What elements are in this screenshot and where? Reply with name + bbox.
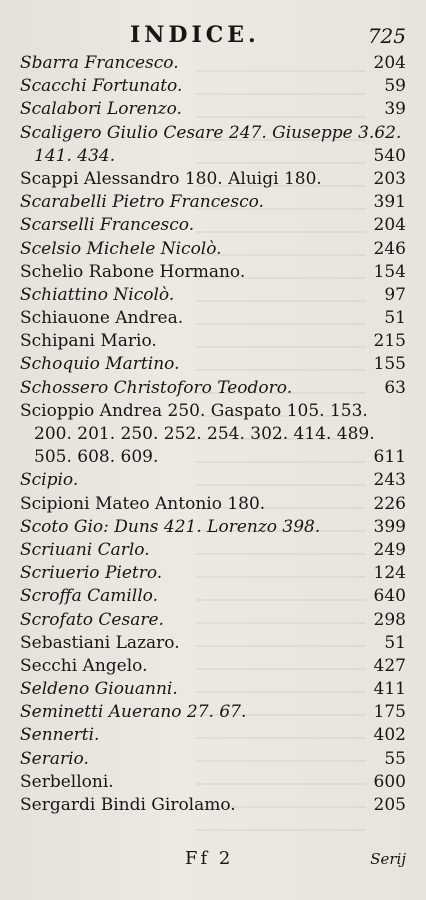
- entry-name: Schossero Christoforo Teodoro.: [20, 377, 293, 398]
- page-title: INDICE.: [130, 22, 260, 48]
- index-entry: [20, 562, 406, 585]
- entry-page-number: 391: [373, 192, 406, 213]
- entry-page-number: 63: [384, 377, 406, 398]
- entry-page-number: 215: [373, 331, 406, 352]
- entry-page-number: 298: [373, 609, 406, 630]
- index-entry: [20, 261, 406, 284]
- entry-page-number: 175: [373, 702, 406, 723]
- entry-page-number: 204: [373, 215, 406, 236]
- index-entry: [20, 678, 406, 701]
- entry-name: Seldeno Giouanni.: [20, 679, 178, 700]
- catchword: Serij: [370, 850, 406, 868]
- entry-name: Schipani Mario.: [20, 331, 157, 352]
- entry-name: Scarabelli Pietro Francesco.: [20, 192, 264, 213]
- index-entry: [20, 493, 406, 516]
- index-entry: [20, 423, 406, 446]
- entry-name: Schoquio Martino.: [20, 354, 180, 375]
- index-entry: [20, 400, 406, 423]
- index-entry: [20, 724, 406, 747]
- index-entry: [20, 52, 406, 75]
- index-entry: [20, 122, 406, 145]
- index-entry: [20, 701, 406, 724]
- index-entry: [20, 609, 406, 632]
- entry-page-number: 427: [373, 655, 406, 676]
- entry-name: Schiattino Nicolò.: [20, 284, 175, 305]
- entry-name: Scriuani Carlo.: [20, 539, 150, 560]
- entry-page-number: 399: [373, 516, 406, 537]
- index-entry: [20, 98, 406, 121]
- index-entry: [20, 516, 406, 539]
- entry-continuation: 505. 608. 609.: [34, 447, 159, 468]
- index-entry: [20, 655, 406, 678]
- page-number: 725: [367, 24, 406, 48]
- entry-name: Scipioni Mateo Antonio 180.: [20, 493, 266, 514]
- entry-page-number: 51: [384, 308, 406, 329]
- index-entry: [20, 238, 406, 261]
- entry-name: Serbelloni.: [20, 771, 114, 792]
- entry-page-number: 51: [384, 632, 406, 653]
- entry-page-number: 402: [373, 725, 406, 746]
- entry-name: Scroffa Camillo.: [20, 586, 159, 607]
- index-entry: [20, 585, 406, 608]
- index-entry: [20, 794, 406, 817]
- index-entry: [20, 632, 406, 655]
- entry-page-number: 205: [373, 795, 406, 815]
- entry-name: Sebastiani Lazaro.: [20, 632, 180, 653]
- entry-page-number: 124: [373, 563, 406, 584]
- entry-page-number: 59: [384, 76, 406, 97]
- entry-name: Scaligero Giulio Cesare 247. Giuseppe 3.62.: [20, 122, 402, 143]
- entry-page-number: 155: [373, 354, 406, 375]
- entry-name: Sennerti.: [20, 725, 100, 746]
- entry-page-number: 611: [373, 447, 406, 468]
- entry-name: Scacchi Fortunato.: [20, 76, 183, 97]
- entry-page-number: 600: [373, 771, 406, 792]
- entry-page-number: 249: [373, 539, 406, 560]
- entry-name: Scipio.: [20, 470, 79, 491]
- entry-page-number: 411: [373, 679, 406, 700]
- entry-name: Scarselli Francesco.: [20, 215, 195, 236]
- entry-page-number: 246: [373, 238, 406, 259]
- entry-name: Scelsio Michele Nicolò.: [20, 238, 222, 259]
- index-entries: [20, 52, 406, 817]
- index-entry: [20, 539, 406, 562]
- entry-page-number: 640: [373, 586, 406, 607]
- page-header: [0, 18, 426, 48]
- entry-name: Secchi Angelo.: [20, 655, 148, 676]
- entry-page-number: 55: [384, 748, 406, 769]
- entry-page-number: 39: [384, 99, 406, 120]
- entry-name: Scoto Gio: Duns 421. Lorenzo 398.: [20, 516, 321, 537]
- index-entry: [20, 330, 406, 353]
- index-entry: [20, 284, 406, 307]
- entry-name: Scrofato Cesare.: [20, 609, 164, 630]
- entry-name: Scriuerio Pietro.: [20, 563, 163, 584]
- entry-name: Scappi Alessandro 180. Aluigi 180.: [20, 168, 322, 189]
- index-entry: [20, 771, 406, 794]
- index-entry: [20, 353, 406, 376]
- index-entry: [20, 469, 406, 492]
- entry-name: Seminetti Auerano 27. 67.: [20, 702, 247, 723]
- entry-name: Sergardi Bindi Girolamo.: [20, 795, 236, 815]
- entry-page-number: 540: [373, 145, 406, 166]
- entry-page-number: 226: [373, 493, 406, 514]
- entry-name: Sbarra Francesco.: [20, 53, 179, 73]
- entry-name: Schelio Rabone Hormano.: [20, 261, 246, 282]
- index-entry: [20, 307, 406, 330]
- index-entry: [20, 145, 406, 168]
- index-entry: [20, 446, 406, 469]
- page-footer: [0, 848, 426, 874]
- index-entry: [20, 377, 406, 400]
- signature-mark: Ff 2: [185, 848, 234, 869]
- entry-page-number: 154: [373, 261, 406, 282]
- index-entry: [20, 748, 406, 771]
- entry-page-number: 97: [384, 284, 406, 305]
- entry-continuation: 141. 434.: [34, 145, 116, 166]
- entry-continuation: 200. 201. 250. 252. 254. 302. 414. 489.: [34, 424, 375, 444]
- entry-name: Scioppio Andrea 250. Gaspato 105. 153.: [20, 400, 368, 421]
- entry-page-number: 203: [373, 168, 406, 189]
- entry-name: Scalabori Lorenzo.: [20, 99, 182, 120]
- index-entry: [20, 214, 406, 237]
- index-entry: [20, 168, 406, 191]
- index-entry: [20, 191, 406, 214]
- entry-page-number: 204: [373, 53, 406, 73]
- entry-name: Schiauone Andrea.: [20, 308, 184, 329]
- entry-name: Serario.: [20, 748, 89, 769]
- index-entry: [20, 75, 406, 98]
- entry-page-number: 243: [373, 470, 406, 491]
